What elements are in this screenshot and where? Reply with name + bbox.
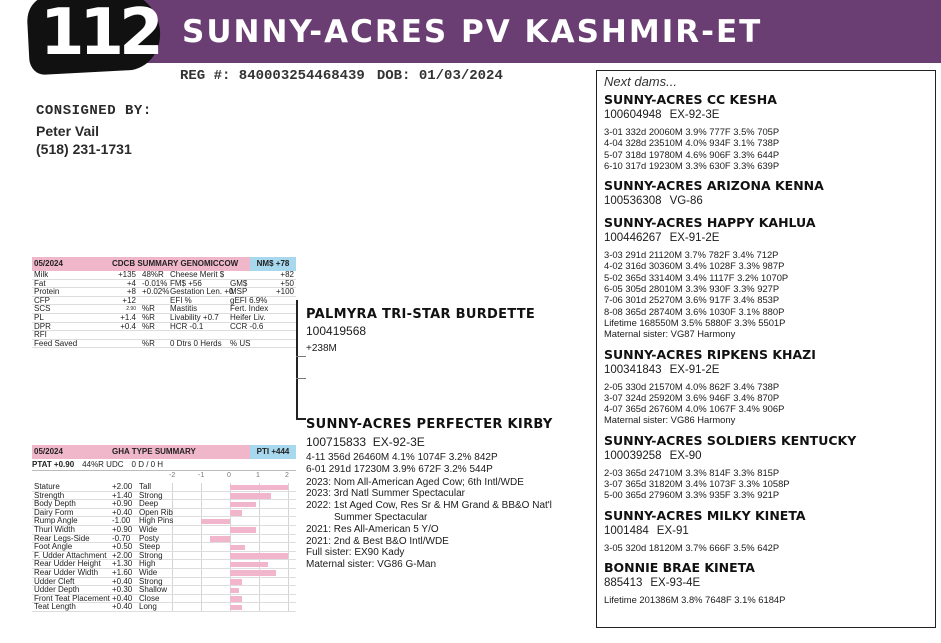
grid-line: [172, 543, 173, 551]
grid-line: [259, 517, 260, 525]
trait-bar: [230, 502, 256, 508]
next-dam: [604, 178, 928, 208]
next-dam-record: 6-05 305d 28010M 3.3% 930F 3.3% 927P: [604, 283, 780, 295]
genomic-cell: SCS: [34, 304, 51, 314]
trait-name: Front Teat Placement: [34, 593, 110, 603]
dam-record-line: 6-01 291d 17230M 3.9% 672F 3.2% 544P: [306, 463, 493, 475]
date-of-birth: DOB: 01/03/2024: [376, 68, 503, 84]
sire-proof: +238M: [306, 343, 337, 354]
ptat-daughters: 0 D / 0 H: [131, 460, 164, 469]
genomic-rows: [32, 271, 296, 348]
grid-line: [201, 569, 202, 577]
trait-value: -1.00: [112, 516, 131, 526]
trait-desc: High Pins: [139, 516, 174, 526]
next-dam-record: 5-00 365d 27960M 3.3% 935F 3.3% 921P: [604, 489, 780, 501]
next-dam: [604, 215, 928, 339]
grid-line: [288, 500, 289, 508]
grid-line: [230, 535, 231, 543]
consignor-block: [36, 102, 152, 158]
genomic-cell: +82: [280, 270, 294, 279]
next-dam-reg: 100039258: [604, 449, 662, 462]
grid-line: [288, 552, 289, 560]
consignor-phone: (518) 231-1731: [36, 141, 132, 157]
next-dam: [604, 92, 928, 171]
dam-record-line: Summer Spectacular: [334, 511, 428, 523]
next-dam-record: 3-07 365d 31820M 3.4% 1073F 3.3% 1058P: [604, 478, 790, 490]
genomic-date: 05/2024: [32, 257, 82, 271]
next-dam: [604, 347, 928, 426]
grid-line: [259, 578, 260, 586]
grid-line: [259, 526, 260, 534]
genomic-cell: DPR: [34, 321, 51, 331]
next-dam: [604, 560, 928, 605]
genomic-cell: 2.90: [126, 306, 136, 313]
trait-desc: Strong: [139, 490, 163, 500]
genomic-cell: +8: [126, 287, 136, 297]
genomic-cell: HCR -0.1: [170, 321, 204, 331]
trait-name: Dairy Form: [34, 507, 74, 517]
next-dam-name: SUNNY-ACRES SOLDIERS KENTUCKY: [604, 432, 857, 448]
next-dam-name: SUNNY-ACRES RIPKENS KHAZI: [604, 346, 816, 362]
type-date: 05/2024: [32, 445, 82, 459]
genomic-cell: Protein: [34, 287, 60, 297]
trait-desc: Open Rib: [139, 507, 173, 517]
trait-value: +0.90: [112, 499, 133, 509]
ptat-line: [32, 459, 296, 471]
next-dam: [604, 508, 928, 553]
grid-line: [172, 578, 173, 586]
genomic-cell: +0.02%: [142, 287, 170, 297]
genomic-cell: Cheese Merit $: [170, 270, 225, 279]
grid-line: [172, 492, 173, 500]
trait-desc: Long: [139, 602, 157, 612]
type-scale-axis: [32, 471, 296, 482]
pti-index: PTI +444: [250, 445, 296, 459]
trait-value: +0.40: [112, 593, 133, 603]
next-dam-score: EX-92-3E: [669, 109, 720, 121]
grid-line: [201, 552, 202, 560]
next-dam-registration: [604, 524, 928, 538]
genomic-cell: Milk: [34, 270, 49, 279]
trait-bar: [210, 536, 230, 542]
next-dam-registration: [604, 449, 928, 463]
scale-tick: -1: [198, 472, 205, 479]
grid-line: [201, 586, 202, 594]
genomic-cell: %R: [142, 304, 155, 314]
trait-name: Foot Angle: [34, 542, 73, 552]
genomic-cell: %R: [142, 312, 155, 322]
grid-line: [201, 526, 202, 534]
grid-line: [201, 595, 202, 603]
trait-value: -0.70: [112, 533, 131, 543]
next-dam-record: 6-10 317d 19230M 3.3% 630F 3.3% 639P: [604, 159, 780, 171]
next-dams-list: [604, 92, 928, 605]
trait-value: +1.30: [112, 559, 133, 569]
sire-name: PALMYRA TRI-STAR BURDETTE: [306, 307, 536, 322]
dam-registration: [306, 435, 425, 449]
next-dam-registration: [604, 194, 928, 208]
next-dam-record: 4-02 316d 30360M 3.4% 1028F 3.3% 987P: [604, 260, 785, 272]
genomic-cell: PL: [34, 312, 44, 322]
genomic-cell: +100: [275, 287, 294, 297]
trait-value: +0.40: [112, 507, 133, 517]
grid-line: [288, 569, 289, 577]
genomic-cell: gEFI 6.9%: [230, 295, 268, 305]
trait-value: +1.60: [112, 567, 133, 577]
dam-record-line: 2022: 1st Aged Cow, Res Sr & HM Grand & BB&O Nat'l: [306, 500, 552, 512]
grid-line: [201, 509, 202, 517]
grid-line: [288, 595, 289, 603]
genomic-cell: %R: [142, 338, 155, 348]
next-dam-name: SUNNY-ACRES MILKY KINETA: [604, 507, 806, 523]
trait-desc: Wide: [139, 524, 158, 534]
grid-line: [201, 603, 202, 611]
grid-line: [288, 586, 289, 594]
next-dam-record: Lifetime 201386M 3.8% 7648F 3.1% 6184P: [604, 593, 786, 605]
trait-desc: Steep: [139, 542, 160, 552]
trait-name: Udder Cleft: [34, 576, 75, 586]
genomic-row: [32, 340, 296, 349]
trait-name: Body Depth: [34, 499, 76, 509]
ptat-reliability: 44%R UDC: [82, 460, 124, 469]
next-dam-record: 2-05 330d 21570M 4.0% 862F 3.4% 738P: [604, 380, 780, 392]
consignor-name: Peter Vail: [36, 123, 100, 139]
trait-name: Strength: [34, 490, 65, 500]
next-dams-box: [596, 70, 936, 628]
type-summary-table: [32, 445, 296, 612]
grid-line: [259, 543, 260, 551]
genomic-cell: 48%R: [142, 270, 164, 279]
genomic-cell: Livability +0.7: [170, 312, 219, 322]
genomic-cell: RFI: [34, 330, 47, 340]
dam-record-line: Full sister: EX90 Kady: [306, 547, 405, 559]
trait-desc: Tall: [139, 482, 152, 491]
trait-desc: Close: [139, 593, 160, 603]
grid-line: [259, 603, 260, 611]
dam-score: EX-92-3E: [372, 435, 425, 449]
type-traits: [32, 483, 296, 612]
genomic-cell: FM$ +56: [170, 278, 202, 288]
trait-name: Rear Udder Height: [34, 559, 101, 569]
trait-bar: [230, 562, 268, 568]
trait-row: [32, 483, 296, 492]
trait-name: F. Udder Attachment: [34, 550, 107, 560]
trait-bar: [230, 605, 242, 611]
genomic-title: CDCB SUMMARY GENOMICCOW: [82, 257, 250, 271]
registration-line: [180, 68, 503, 84]
grid-line: [172, 569, 173, 577]
grid-line: [201, 543, 202, 551]
grid-line: [230, 517, 231, 525]
trait-bar: [230, 596, 242, 602]
next-dam-reg: 100341843: [604, 363, 662, 376]
next-dam-record: 8-08 365d 28740M 3.6% 1030F 3.1% 880P: [604, 305, 785, 317]
genomic-cell: 0 Dtrs 0 Herds: [170, 338, 222, 348]
next-dam-record: 7-06 301d 25270M 3.6% 917F 3.4% 853P: [604, 294, 780, 306]
trait-bar: [230, 545, 245, 551]
grid-line: [288, 483, 289, 491]
dam-record-line: 2023: Nom All-American Aged Cow; 6th Intl/WDE: [306, 476, 524, 488]
next-dam-registration: [604, 108, 928, 122]
next-dam-score: EX-91-2E: [669, 363, 720, 376]
trait-desc: Strong: [139, 550, 163, 560]
grid-line: [201, 483, 202, 491]
genomic-cell: %R: [142, 321, 155, 331]
lot-number: 112: [40, 0, 159, 70]
next-dams-label: Next dams...: [604, 74, 677, 89]
trait-bar: [230, 579, 242, 585]
grid-line: [259, 535, 260, 543]
trait-value: +0.40: [112, 602, 133, 612]
consignor-label: CONSIGNED BY:: [36, 103, 152, 119]
grid-line: [172, 560, 173, 568]
trait-desc: Wide: [139, 567, 158, 577]
genomic-cell: CCR -0.6: [230, 321, 264, 331]
trait-name: Rear Legs-Side: [34, 533, 90, 543]
dam-name: SUNNY-ACRES PERFECTER KIRBY: [306, 417, 553, 432]
grid-line: [259, 586, 260, 594]
next-dam-reg: 100536308: [604, 195, 662, 208]
grid-line: [201, 500, 202, 508]
trait-name: Udder Depth: [34, 585, 80, 595]
grid-line: [172, 535, 173, 543]
registration-number: REG #: 840003254468439: [180, 68, 365, 84]
next-dam-name: SUNNY-ACRES HAPPY KAHLUA: [604, 215, 816, 231]
genomic-cell: MSP: [230, 287, 248, 297]
grid-line: [172, 586, 173, 594]
scale-tick: 0: [227, 472, 231, 479]
dam-record-line: 2021: Res All-American 5 Y/O: [306, 523, 439, 535]
trait-value: +0.40: [112, 576, 133, 586]
next-dam-record: Maternal sister: VG87 Harmony: [604, 328, 736, 340]
trait-row: [32, 603, 296, 612]
genomic-row: [32, 323, 296, 332]
grid-line: [259, 509, 260, 517]
next-dam-registration: [604, 363, 928, 377]
next-dam-record: 3-05 320d 18120M 3.7% 666F 3.5% 642P: [604, 541, 780, 553]
next-dam-record: 5-07 318d 19780M 4.6% 906F 3.3% 644P: [604, 148, 780, 160]
grid-line: [201, 492, 202, 500]
trait-name: Stature: [34, 482, 60, 491]
next-dam-record: 4-07 365d 26760M 4.0% 1067F 3.4% 906P: [604, 403, 785, 415]
scale-tick: 1: [256, 472, 260, 479]
next-dam-score: EX-91-2E: [669, 232, 720, 245]
grid-line: [172, 526, 173, 534]
genomic-cell: -0.01%: [142, 278, 168, 288]
nm-index: NM$ +78: [250, 257, 296, 271]
trait-value: +0.50: [112, 542, 133, 552]
genomic-cell: Gestation Len. +0: [170, 287, 234, 297]
grid-line: [201, 578, 202, 586]
trait-bar: [230, 510, 242, 516]
genomic-cell: Fert. Index: [230, 304, 269, 314]
next-dam-name: SUNNY-ACRES ARIZONA KENNA: [604, 178, 824, 194]
trait-bar: [230, 553, 288, 559]
next-dam-reg: 100446267: [604, 232, 662, 245]
genomic-cell: Feed Saved: [34, 338, 78, 348]
trait-bar: [230, 493, 271, 499]
dam-reg-number: 100715833: [306, 435, 367, 449]
genomic-cell: +0.4: [120, 321, 136, 331]
pedigree-connector: [296, 378, 306, 379]
grid-line: [259, 500, 260, 508]
trait-desc: Posty: [139, 533, 160, 543]
scale-tick: 2: [285, 472, 289, 479]
dam-record-line: 2023: 3rd Natl Summer Spectacular: [306, 488, 465, 500]
type-title: GHA TYPE SUMMARY: [82, 445, 250, 459]
grid-line: [288, 560, 289, 568]
next-dam-reg: 100604948: [604, 109, 662, 121]
next-dam-reg: 885413: [604, 576, 643, 589]
trait-desc: Strong: [139, 576, 163, 586]
genomic-summary-header: [32, 257, 296, 271]
genomic-cell: +1.4: [120, 312, 136, 322]
trait-name: Rear Udder Width: [34, 567, 99, 577]
grid-line: [172, 603, 173, 611]
genomic-cell: +12: [122, 295, 136, 305]
grid-line: [288, 517, 289, 525]
scale-tick: -2: [169, 472, 176, 479]
trait-value: +2.00: [112, 550, 133, 560]
next-dam-registration: [604, 231, 928, 245]
trait-desc: High: [139, 559, 156, 569]
genomic-cell: +50: [280, 278, 294, 288]
trait-value: +1.40: [112, 490, 133, 500]
next-dam-score: VG-86: [669, 195, 703, 208]
trait-name: Thurl Width: [34, 524, 75, 534]
grid-line: [288, 526, 289, 534]
grid-line: [172, 552, 173, 560]
trait-desc: Deep: [139, 499, 159, 509]
grid-line: [172, 483, 173, 491]
genomic-cell: Mastitis: [170, 304, 198, 314]
next-dam-score: EX-93-4E: [650, 576, 701, 589]
genomic-cell: EFI %: [170, 295, 192, 305]
next-dam-record: 4-04 328d 23510M 4.0% 934F 3.1% 738P: [604, 137, 780, 149]
genomic-cell: Fat: [34, 278, 46, 288]
grid-line: [201, 535, 202, 543]
dam-record-line: 4-11 356d 26460M 4.1% 1074F 3.2% 842P: [306, 452, 498, 463]
next-dam-reg: 1001484: [604, 524, 649, 537]
trait-bar: [230, 588, 239, 594]
trait-desc: Shallow: [139, 585, 168, 595]
trait-bar: [201, 519, 230, 525]
next-dam-score: EX-91: [656, 524, 689, 537]
genomic-cell: GM$: [230, 278, 248, 288]
next-dam-record: 2-03 365d 24710M 3.3% 814F 3.3% 815P: [604, 466, 780, 478]
next-dam-record: 3-01 332d 20060M 3.9% 777F 3.5% 705P: [604, 126, 780, 137]
next-dam-registration: [604, 576, 928, 590]
grid-line: [288, 578, 289, 586]
next-dam-record: 3-03 291d 21120M 3.7% 782F 3.4% 712P: [604, 249, 779, 261]
grid-line: [288, 535, 289, 543]
trait-bar: [230, 485, 288, 491]
genomic-cell: Heifer Liv.: [230, 312, 266, 322]
trait-value: +0.30: [112, 585, 133, 595]
genomic-cell: +4: [126, 278, 136, 288]
next-dam-name: SUNNY-ACRES CC KESHA: [604, 92, 777, 107]
trait-value: +0.90: [112, 524, 133, 534]
trait-name: Teat Length: [34, 602, 76, 612]
next-dam-record: 3-07 324d 25920M 3.6% 946F 3.4% 870P: [604, 391, 780, 403]
genomic-cell: CFP: [34, 295, 50, 305]
dam-record-line: Maternal sister: VG86 G-Man: [306, 559, 437, 571]
trait-bar: [230, 527, 256, 533]
ptat-value: PTAT +0.90: [32, 460, 75, 469]
type-summary-header: [32, 445, 296, 459]
genomic-cell: +135: [117, 270, 136, 279]
sire-registration: 100419568: [306, 324, 367, 338]
trait-value: +2.00: [112, 482, 133, 491]
pedigree-connector: [296, 418, 306, 420]
animal-title: SUNNY-ACRES PV KASHMIR-ET: [182, 14, 763, 50]
grid-line: [288, 492, 289, 500]
next-dam-record: Maternal sister: VG86 Harmony: [604, 414, 736, 426]
grid-line: [172, 500, 173, 508]
next-dam: [604, 433, 928, 501]
next-dam-score: EX-90: [669, 449, 702, 462]
next-dam-record: Lifetime 168550M 3.5% 5880F 3.3% 5501P: [604, 316, 786, 328]
grid-line: [288, 509, 289, 517]
grid-line: [288, 543, 289, 551]
grid-line: [259, 595, 260, 603]
trait-name: Rump Angle: [34, 516, 78, 526]
grid-line: [288, 603, 289, 611]
genomic-cell: % US: [230, 338, 251, 348]
dam-record-line: 2021: 2nd & Best B&O Intl/WDE: [306, 535, 449, 547]
trait-bar: [230, 570, 276, 576]
genomic-summary-table: [32, 257, 296, 348]
pedigree-connector: [296, 356, 306, 357]
grid-line: [201, 560, 202, 568]
dam-records: [306, 452, 552, 571]
next-dam-name: BONNIE BRAE KINETA: [604, 559, 755, 575]
grid-line: [172, 595, 173, 603]
pedigree-connector: [296, 300, 298, 420]
next-dam-record: 5-02 365d 33140M 3.4% 1117F 3.2% 1070P: [604, 271, 789, 283]
